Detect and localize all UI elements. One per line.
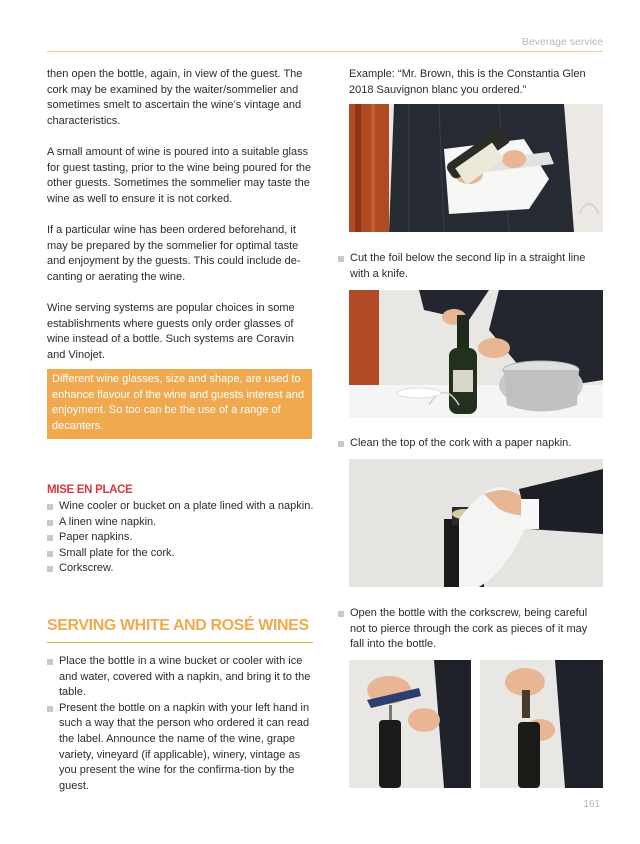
- list-item: Wine cooler or bucket on a plate lined with a napkin.: [47, 499, 317, 515]
- paragraph: If a particular wine has been ordered beforehand, it may be prepared by the sommelier for optimal taste and enjoyment by the guests. This could include de-canting or aerating the wine.: [47, 223, 301, 283]
- left-column: [47, 67, 313, 439]
- serving-heading: SERVING WHITE AND ROSÉ WINES: [47, 617, 309, 634]
- running-header: Beverage service: [521, 36, 603, 48]
- list-item: Clean the top of the cork with a paper napkin.: [338, 436, 603, 452]
- list-item: Paper napkins.: [47, 530, 317, 546]
- example-text: Example: “Mr. Brown, this is the Constantia Glen 2018 Sauvignon blanc you ordered.”: [349, 68, 586, 96]
- step-item: [338, 436, 603, 452]
- photo-corkscrew-start: [349, 660, 471, 788]
- serving-heading-rule: [47, 642, 313, 643]
- list-item: Present the bottle on a napkin with your left hand in such a way that the person who ordered it can read the label. Announce the name of the wine, grape variety, vineyard (if applicable), winery, vintage as you present the wine for the confirma-tion by the guest.: [47, 701, 313, 795]
- photo-cutting-foil: [349, 290, 603, 418]
- paragraph: A small amount of wine is poured into a suitable glass for guest tasting, prior to the wine being poured for the other guests. Sometimes the sommelier may taste the wine as well to ensure it is not corked.: [47, 145, 312, 205]
- list-item: Cut the foil below the second lip in a straight line with a knife.: [338, 251, 603, 282]
- step-item: [338, 606, 603, 653]
- photo-illustration: [349, 660, 471, 788]
- photo-illustration: [480, 660, 603, 788]
- list-item: Corkscrew.: [47, 561, 317, 577]
- step-item: [338, 251, 603, 282]
- mise-en-place-list: [47, 499, 317, 577]
- photo-presenting-bottle: [349, 104, 603, 232]
- photo-illustration: [349, 459, 603, 587]
- photo-illustration: [349, 104, 603, 232]
- paragraph: Wine serving systems are popular choices in some establishments where guests only order glasses of wine instead of a bottle. Such systems are Coravin and Vinojet.: [47, 301, 295, 361]
- paragraph: then open the bottle, again, in view of the guest. The cork may be examined by the waiter/sommelier and sometimes smelt to ascertain the wine’s vintage and characteristics.: [47, 68, 303, 127]
- list-item: Place the bottle in a wine bucket or cooler with ice and water, covered with a napkin, and bring it to the table.: [47, 654, 313, 701]
- list-item: A linen wine napkin.: [47, 515, 317, 531]
- photo-corkscrew-pull: [480, 660, 603, 788]
- mise-en-place-heading: MISE EN PLACE: [47, 484, 133, 496]
- list-item: Open the bottle with the corkscrew, being careful not to pierce through the cork as pieces of it may fall into the bottle.: [338, 606, 603, 653]
- photo-cleaning-cork: [349, 459, 603, 587]
- list-item: Small plate for the cork.: [47, 546, 317, 562]
- serving-steps-list: [47, 654, 313, 794]
- header-rule: [47, 51, 603, 52]
- page-number: 161: [583, 799, 600, 810]
- photo-illustration: [349, 290, 603, 418]
- callout-box: Different wine glasses, size and shape, are used to enhance flavour of the wine and guests interest and enjoyment. So too can be the use of a range of decanters.: [47, 369, 312, 438]
